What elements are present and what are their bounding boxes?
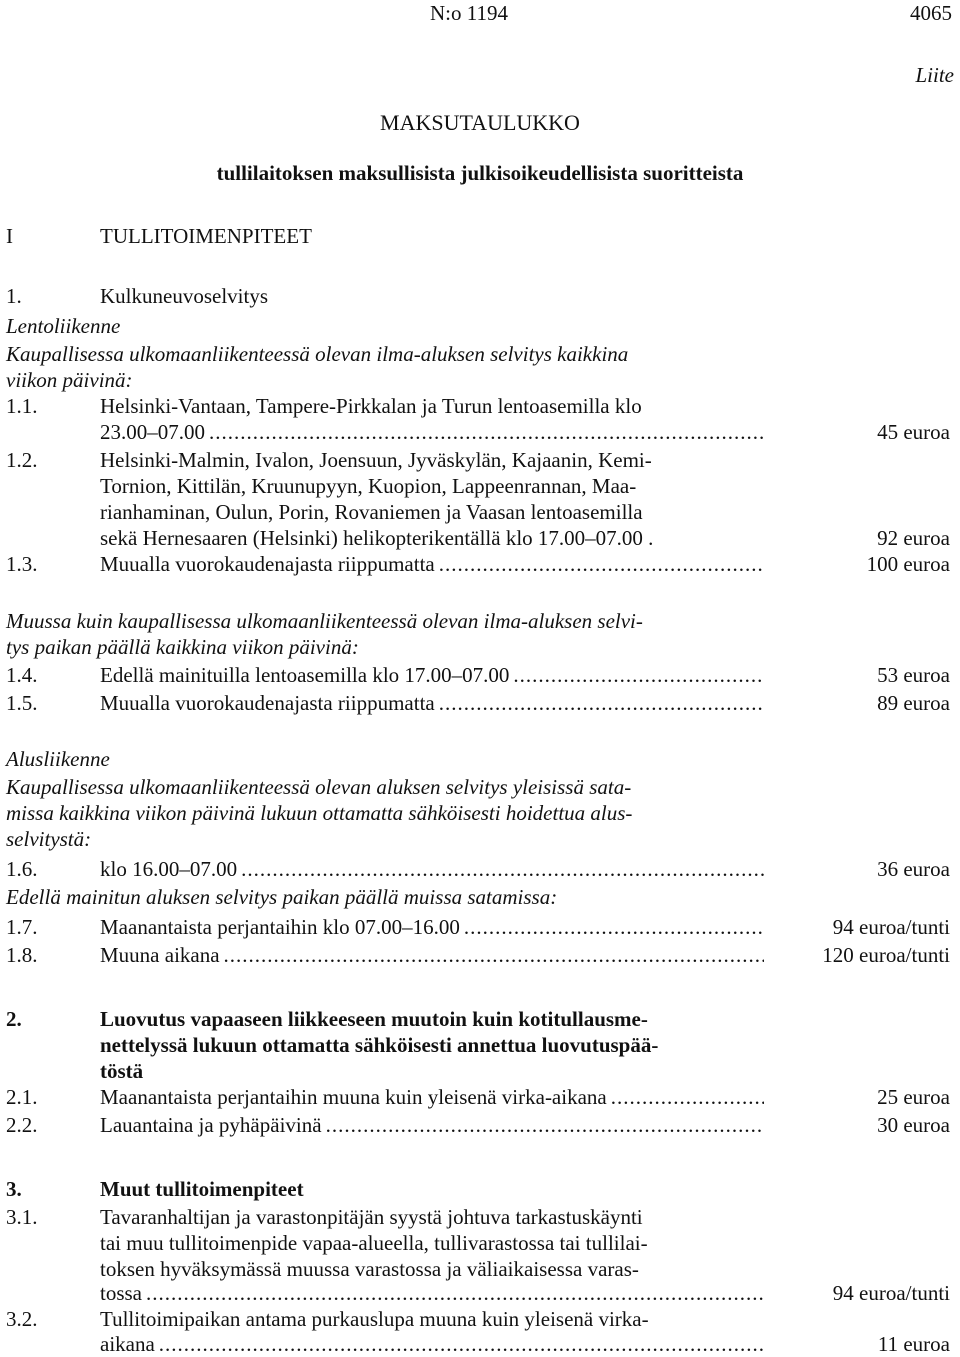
item-3-1-text-line-3: toksen hyväksymässä muussa varastossa ja väliaikaisessa varas-	[100, 1257, 639, 1281]
item-1-8-line	[100, 942, 764, 968]
item-1-6-line	[100, 856, 764, 882]
air-traffic-intro-line-1: Kaupallisessa ulkomaanliikenteessä olevan ilma-aluksen selvitys kaikkina	[6, 342, 629, 366]
item-1-8-text: Muuna aikana	[100, 943, 220, 967]
item-1-3-price: 100 euroa	[866, 552, 950, 576]
item-1-1-price: 45 euroa	[877, 420, 950, 444]
non-commercial-intro-line-2: tys paikan päällä kaikkina viikon päivinä:	[6, 635, 359, 659]
item-1-4-line	[100, 662, 764, 688]
item-2-1-text: Maanantaista perjantaihin muuna kuin yleisenä virka-aikana	[100, 1085, 607, 1109]
item-3-2-number: 3.2.	[6, 1307, 38, 1331]
item-2-2-line	[100, 1112, 764, 1138]
air-traffic-intro-line-2: viikon päivinä:	[6, 368, 133, 392]
item-3-1-price: 94 euroa/tunti	[832, 1281, 950, 1305]
leader-dots	[224, 942, 764, 968]
leader-dots	[439, 690, 764, 716]
item-1-2-text-line-3: rianhaminan, Oulun, Porin, Rovaniemen ja Vaasan lentoasemilla	[100, 500, 643, 524]
leader-dots	[241, 856, 764, 882]
item-1-4-number: 1.4.	[6, 663, 38, 687]
ship-traffic-heading: Alusliikenne	[6, 747, 110, 771]
item-1-2-price: 92 euroa	[877, 526, 950, 550]
leader-dots	[439, 551, 764, 577]
section-1-number: 1.	[6, 284, 22, 308]
item-2-2-price: 30 euroa	[877, 1113, 950, 1137]
item-1-2-number: 1.2.	[6, 448, 38, 472]
item-3-1-number: 3.1.	[6, 1205, 38, 1229]
air-traffic-heading: Lentoliikenne	[6, 314, 121, 338]
item-1-5-number: 1.5.	[6, 691, 38, 715]
item-1-8-number: 1.8.	[6, 943, 38, 967]
item-2-2-text: Lauantaina ja pyhäpäivinä	[100, 1113, 322, 1137]
document-number: N:o 1194	[430, 1, 508, 25]
item-2-2-number: 2.2.	[6, 1113, 38, 1137]
item-3-2-text-line-2: aikana	[100, 1332, 155, 1356]
item-1-7-text: Maanantaista perjantaihin klo 07.00–16.00	[100, 915, 460, 939]
item-2-1-number: 2.1.	[6, 1085, 38, 1109]
item-1-6-price: 36 euroa	[877, 857, 950, 881]
page-subtitle: tullilaitoksen maksullisista julkisoikeudellisista suoritteista	[216, 161, 744, 185]
ship-traffic-intro-line-2: missa kaikkina viikon päivinä lukuun ottamatta sähköisesti hoidettua alus-	[6, 801, 633, 825]
item-1-2-text-line-1: Helsinki-Malmin, Ivalon, Joensuun, Jyväskylän, Kajaanin, Kemi-	[100, 448, 652, 472]
item-1-4-text: Edellä mainituilla lentoasemilla klo 17.00–07.00	[100, 663, 510, 687]
page-title: MAKSUTAULUKKO	[380, 110, 580, 135]
item-1-6-text: klo 16.00–07.00	[100, 857, 238, 881]
leader-dots	[611, 1084, 764, 1110]
item-1-4-price: 53 euroa	[877, 663, 950, 687]
ship-traffic-intro-line-1: Kaupallisessa ulkomaanliikenteessä olevan aluksen selvitys yleisissä sata-	[6, 775, 632, 799]
leader-dots	[513, 662, 764, 688]
leader-dots	[326, 1112, 764, 1138]
item-3-1-text-line-1: Tavaranhaltijan ja varastonpitäjän syystä johtuva tarkastuskäynti	[100, 1205, 643, 1229]
part-number: I	[6, 224, 13, 248]
item-1-5-text: Muualla vuorokaudenajasta riippumatta	[100, 691, 435, 715]
item-3-1-text-line-2: tai muu tullitoimenpide vapaa-alueella, tullivarastossa tai tullilai-	[100, 1231, 648, 1255]
ship-onsite-intro: Edellä mainitun aluksen selvitys paikan päällä muissa satamissa:	[6, 885, 558, 909]
item-1-1-text-line-2: 23.00–07.00	[100, 420, 205, 444]
item-1-5-line	[100, 690, 764, 716]
item-1-8-price: 120 euroa/tunti	[822, 943, 950, 967]
leader-dots	[209, 419, 764, 445]
item-1-7-number: 1.7.	[6, 915, 38, 939]
item-3-1-line-4	[100, 1280, 764, 1306]
section-2-heading-line-1: Luovutus vapaaseen liikkeeseen muutoin kuin kotitullausme-	[100, 1007, 648, 1031]
leader-dots	[146, 1280, 764, 1306]
leader-dots	[464, 914, 764, 940]
section-3-heading: Muut tullitoimenpiteet	[100, 1177, 304, 1201]
item-2-1-line	[100, 1084, 764, 1110]
section-2-heading-line-3: töstä	[100, 1059, 144, 1083]
item-1-2-text-line-4: sekä Hernesaaren (Helsinki) helikopterikentällä klo 17.00–07.00 .	[100, 526, 654, 550]
ship-traffic-intro-line-3: selvitystä:	[6, 827, 92, 851]
appendix-label: Liite	[915, 63, 954, 87]
item-1-7-price: 94 euroa/tunti	[832, 915, 950, 939]
item-1-3-number: 1.3.	[6, 552, 38, 576]
item-3-2-text-line-1: Tullitoimipaikan antama purkauslupa muuna kuin yleisenä virka-	[100, 1307, 649, 1331]
page-number: 4065	[910, 1, 952, 25]
item-1-6-number: 1.6.	[6, 857, 38, 881]
leader-dots	[159, 1331, 764, 1357]
section-2-number: 2.	[6, 1007, 22, 1031]
item-1-1-line-2	[100, 419, 764, 445]
item-1-2-text-line-2: Tornion, Kittilän, Kruunupyyn, Kuopion, Lappeenrannan, Maa-	[100, 474, 637, 498]
item-3-1-text-line-4: tossa	[100, 1281, 142, 1305]
section-3-number: 3.	[6, 1177, 22, 1201]
item-1-5-price: 89 euroa	[877, 691, 950, 715]
section-2-heading-line-2: nettelyssä lukuun ottamatta sähköisesti annettua luovutuspää-	[100, 1033, 659, 1057]
item-1-3-line	[100, 551, 764, 577]
item-3-2-line-2	[100, 1331, 764, 1357]
part-heading: TULLITOIMENPITEET	[100, 224, 312, 248]
item-1-1-number: 1.1.	[6, 394, 38, 418]
item-1-7-line	[100, 914, 764, 940]
item-1-3-text: Muualla vuorokaudenajasta riippumatta	[100, 552, 435, 576]
section-1-heading: Kulkuneuvoselvitys	[100, 284, 268, 308]
item-3-2-price: 11 euroa	[877, 1332, 950, 1356]
item-1-1-text-line-1: Helsinki-Vantaan, Tampere-Pirkkalan ja Turun lentoasemilla klo	[100, 394, 642, 418]
item-2-1-price: 25 euroa	[877, 1085, 950, 1109]
non-commercial-intro-line-1: Muussa kuin kaupallisessa ulkomaanliikenteessä olevan ilma-aluksen selvi-	[6, 609, 643, 633]
